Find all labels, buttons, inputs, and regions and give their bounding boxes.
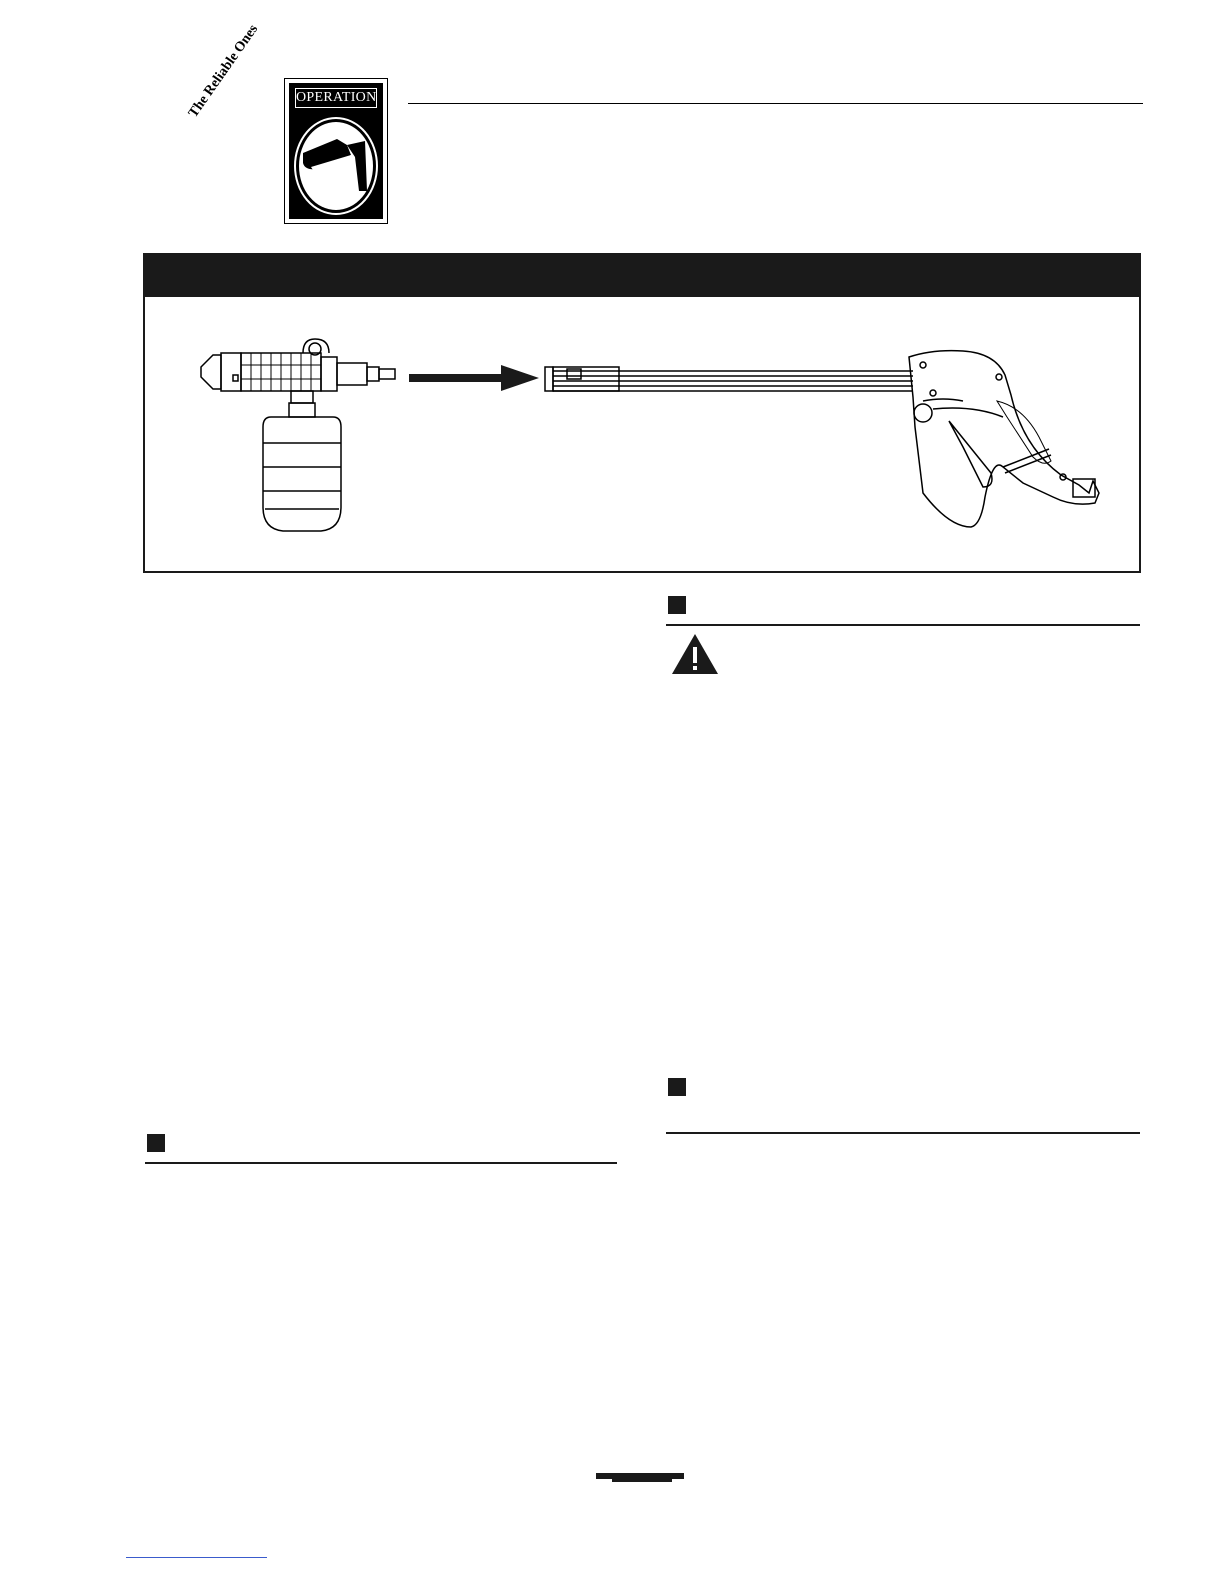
left-lower-section-header bbox=[145, 1132, 617, 1164]
spray-lance-with-trigger-gun bbox=[545, 351, 1099, 527]
nozzle-emblem-icon bbox=[289, 111, 383, 221]
right-lower-section-header bbox=[666, 1076, 1140, 1134]
bottom-link-underline[interactable] bbox=[126, 1557, 267, 1558]
operation-logo bbox=[284, 78, 388, 224]
connection-arrow bbox=[409, 365, 539, 391]
right-top-section-marker bbox=[668, 596, 686, 614]
foam-nozzle-with-bottle bbox=[201, 339, 395, 531]
right-top-section-header bbox=[666, 594, 1140, 626]
footer-bar-lower bbox=[612, 1479, 672, 1482]
tagline: The Reliable Ones bbox=[186, 22, 262, 121]
right-lower-section-marker bbox=[668, 1078, 686, 1096]
header-rule bbox=[408, 103, 1143, 104]
warning-triangle-icon bbox=[670, 632, 720, 676]
figure-illustration bbox=[143, 297, 1141, 571]
logo-label: OPERATION bbox=[295, 88, 377, 108]
left-lower-section-marker bbox=[147, 1134, 165, 1152]
